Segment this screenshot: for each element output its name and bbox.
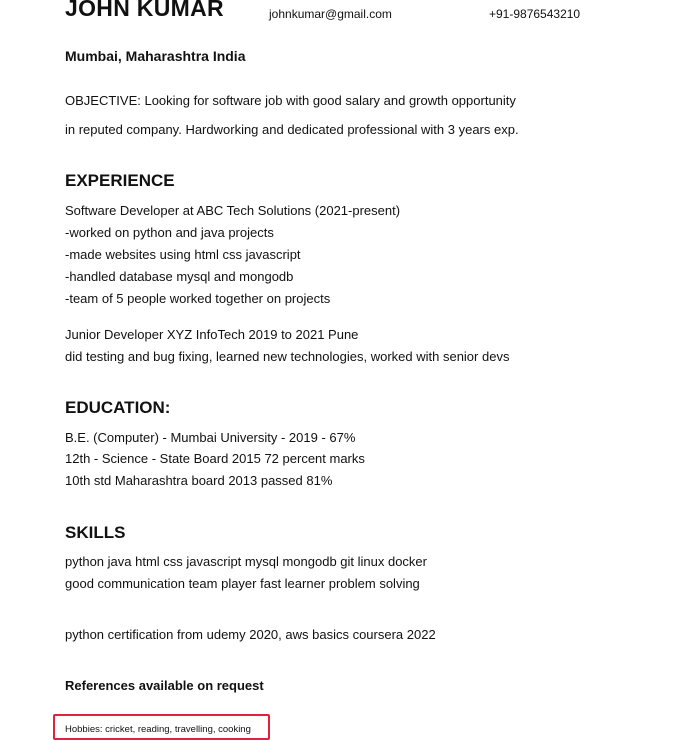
experience-line: -made websites using html css javascript [65,247,301,262]
skills-line: python java html css javascript mysql mongodb git linux docker [65,554,427,569]
certifications-line: python certification from udemy 2020, aws basics coursera 2022 [65,627,436,642]
skills-line: good communication team player fast learner problem solving [65,576,420,591]
experience-line: Junior Developer XYZ InfoTech 2019 to 2021 Pune [65,327,359,342]
experience-heading: EXPERIENCE [65,171,175,190]
references-note: References available on request [65,678,264,693]
experience-line: -worked on python and java projects [65,225,274,240]
education-line: B.E. (Computer) - Mumbai University - 2019 - 67% [65,430,356,445]
candidate-name: JOHN KUMAR [65,0,224,21]
email-address: johnkumar@gmail.com [269,7,392,21]
experience-line: -handled database mysql and mongodb [65,269,294,284]
education-line: 12th - Science - State Board 2015 72 percent marks [65,451,365,466]
education-line: 10th std Maharashtra board 2013 passed 81% [65,473,333,488]
skills-heading: SKILLS [65,523,126,542]
experience-line: Software Developer at ABC Tech Solutions (2021-present) [65,203,401,218]
objective-line-1: OBJECTIVE: Looking for software job with good salary and growth opportunity [65,93,516,108]
location: Mumbai, Maharashtra India [65,48,246,64]
experience-line: did testing and bug fixing, learned new technologies, worked with senior devs [65,349,510,364]
hobbies-line: Hobbies: cricket, reading, travelling, cooking [65,724,251,735]
experience-line: -team of 5 people worked together on projects [65,291,331,306]
phone-number: +91-9876543210 [489,7,581,21]
education-heading: EDUCATION: [65,398,171,417]
objective-line-2: in reputed company. Hardworking and dedicated professional with 3 years exp. [65,122,519,137]
